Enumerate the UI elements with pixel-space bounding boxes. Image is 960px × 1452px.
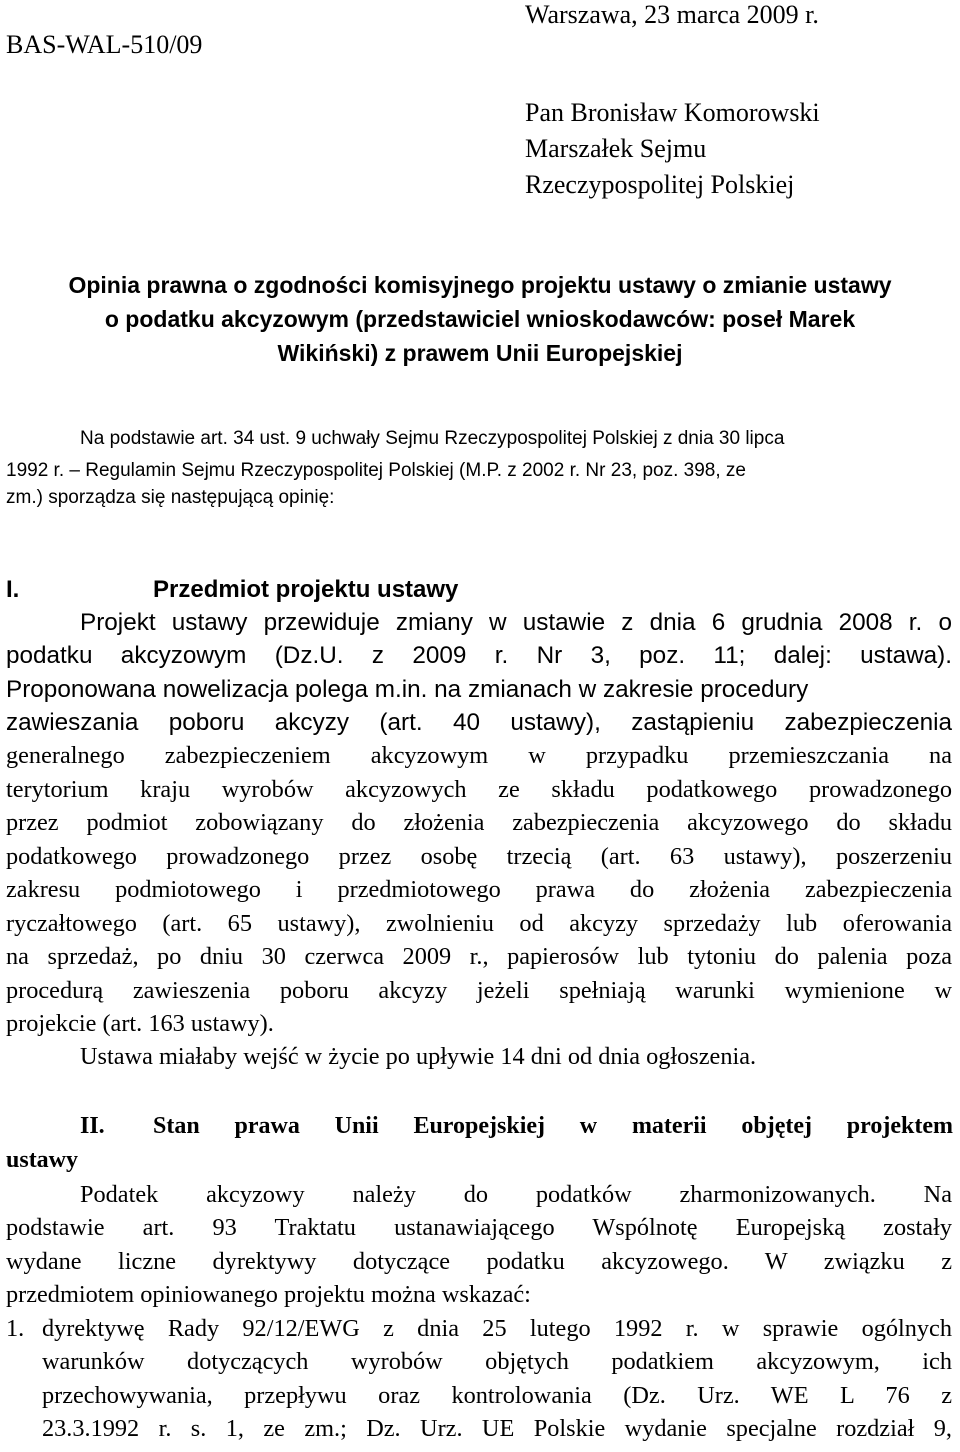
document-title-line: o podatku akcyzowym (przedstawiciel wnioskodawców: poseł Marek <box>104 306 856 332</box>
section-heading-continuation: ustawy <box>6 1147 79 1173</box>
paragraph-line: terytorium kraju wyrobów akcyzowych ze składu podatkowego prowadzonego <box>6 776 952 803</box>
addressee-name: Pan Bronisław Komorowski <box>525 98 820 127</box>
paragraph-line: przedmiotem opiniowanego projektu można wskazać: <box>6 1281 531 1308</box>
paragraph-line: ryczałtowego (art. 65 ustawy), zwolnieniu od akcyzy sprzedaży lub oferowania <box>6 910 952 937</box>
paragraph-line: na sprzedaż, po dniu 30 czerwca 2009 r., papierosów lub tytoniu do palenia poza <box>6 943 952 970</box>
paragraph-line: przez podmiot zobowiązany do złożenia zabezpieczenia akcyzowego do składu <box>6 809 952 836</box>
addressee-title: Marszałek Sejmu <box>525 134 707 163</box>
paragraph-line: Proponowana nowelizacja polega m.in. na zmianach w zakresie procedury <box>6 676 809 703</box>
paragraph-line: generalnego zabezpieczeniem akcyzowym w przypadku przemieszczania na <box>6 742 952 769</box>
date-line: Warszawa, 23 marca 2009 r. <box>525 0 819 29</box>
paragraph-line: Ustawa miałaby wejść w życie po upływie 14 dni od dnia ogłoszenia. <box>80 1043 757 1070</box>
paragraph-line: podstawie art. 93 Traktatu ustanawiającego Wspólnotę Europejską zostały <box>6 1214 952 1241</box>
document-title-line: Opinia prawna o zgodności komisyjnego projektu ustawy o zmianie ustawy <box>68 272 892 298</box>
paragraph-line: procedurą zawieszenia poboru akcyzy jeżeli spełniają warunki wymienione w <box>6 977 952 1004</box>
paragraph-line: podatkowego prowadzonego przez osobę trzecią (art. 63 ustawy), poszerzeniu <box>6 843 952 870</box>
section-heading: Przedmiot projektu ustawy <box>153 576 459 603</box>
legal-basis-line: 1992 r. – Regulamin Sejmu Rzeczypospolitej Polskiej (M.P. z 2002 r. Nr 23, poz. 398, ze <box>6 460 746 481</box>
paragraph-line: podatku akcyzowym (Dz.U. z 2009 r. Nr 3, poz. 11; dalej: ustawa). <box>6 642 952 669</box>
document-reference: BAS-WAL-510/09 <box>6 30 203 59</box>
paragraph-line: zakresu podmiotowego i przedmiotowego prawa do złożenia zabezpieczenia <box>6 876 952 903</box>
list-item-line: 23.3.1992 r. s. 1, ze zm.; Dz. Urz. UE Polskie wydanie specjalne rozdział 9, <box>42 1415 952 1442</box>
paragraph-line: wydane liczne dyrektywy dotyczące podatku akcyzowego. W związku z <box>6 1248 952 1275</box>
list-item-line: warunków dotyczących wyrobów objętych podatkiem akcyzowym, ich <box>42 1348 952 1375</box>
section-heading: Stan prawa Unii Europejskiej w materii objętej projektem <box>153 1113 953 1139</box>
section-number: I. <box>6 576 20 603</box>
list-item-line: dyrektywę Rady 92/12/EWG z dnia 25 lutego 1992 r. w sprawie ogólnych <box>42 1315 952 1342</box>
list-item-line: przechowywania, przepływu oraz kontrolowania (Dz. Urz. WE L 76 z <box>42 1382 952 1409</box>
paragraph-line: zawieszania poboru akcyzy (art. 40 ustawy), zastąpieniu zabezpieczenia <box>6 709 952 736</box>
paragraph-line: Projekt ustawy przewiduje zmiany w ustawie z dnia 6 grudnia 2008 r. o <box>80 609 952 636</box>
section-number: II. <box>80 1113 105 1139</box>
list-item-number: 1. <box>6 1315 25 1342</box>
paragraph-line: projekcie (art. 163 ustawy). <box>6 1010 274 1037</box>
addressee-institution: Rzeczypospolitej Polskiej <box>525 170 795 199</box>
document-title-line: Wikiński) z prawem Unii Europejskiej <box>277 340 683 366</box>
paragraph-line: Podatek akcyzowy należy do podatków zharmonizowanych. Na <box>80 1181 952 1208</box>
legal-basis-line: zm.) sporządza się następującą opinię: <box>6 487 335 508</box>
legal-basis-line: Na podstawie art. 34 ust. 9 uchwały Sejmu Rzeczypospolitej Polskiej z dnia 30 lipca <box>80 428 785 449</box>
